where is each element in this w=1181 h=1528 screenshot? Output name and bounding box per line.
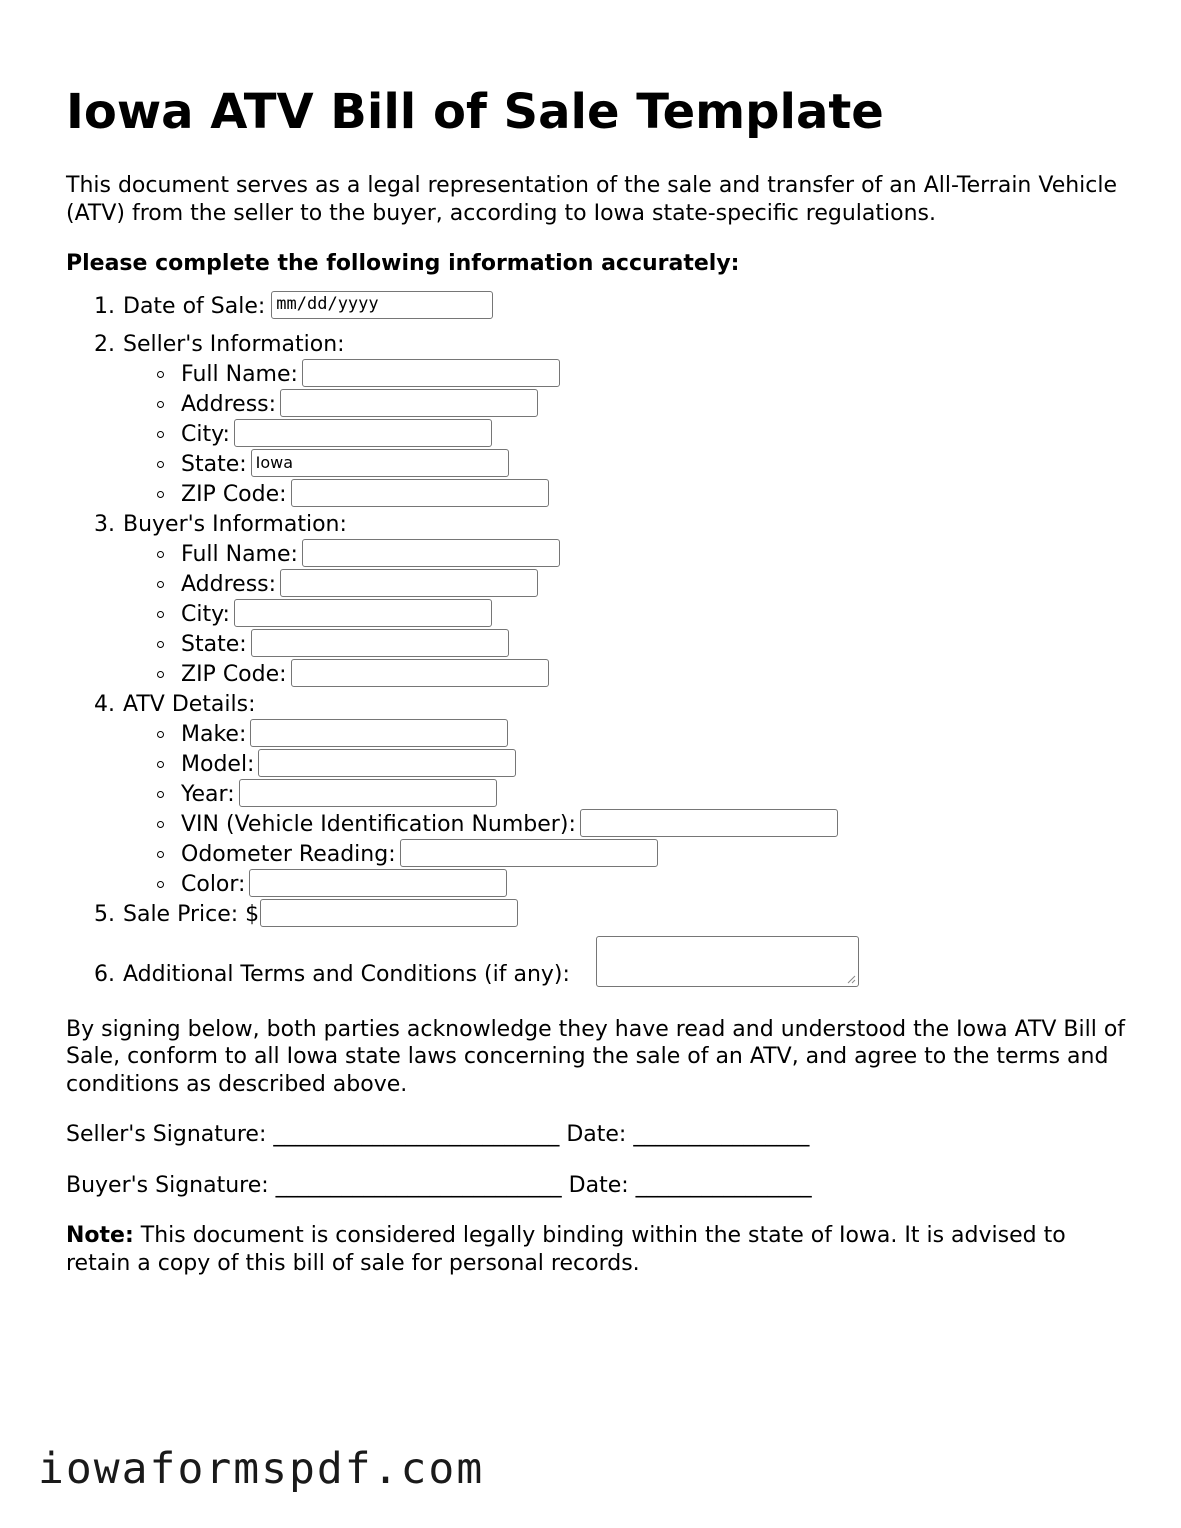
sale-price-label: Sale Price: $	[123, 901, 260, 927]
seller-zip-input[interactable]	[291, 479, 549, 507]
atv-details-item	[66, 690, 1126, 900]
additional-terms-textarea[interactable]	[596, 936, 859, 987]
buyer-info-item	[66, 510, 1126, 690]
atv-color-row	[123, 870, 1126, 900]
seller-signature-line: Seller's Signature: __________________________ Date: ________________	[66, 1122, 810, 1147]
seller-info-item	[66, 330, 1126, 510]
buyer-info-label: Buyer's Information:	[123, 511, 347, 537]
seller-state-input[interactable]: Iowa	[251, 449, 509, 477]
page-title: Iowa ATV Bill of Sale Template	[66, 84, 884, 140]
buyer-zip-input[interactable]	[291, 659, 549, 687]
seller-zip-label: ZIP Code:	[181, 481, 287, 507]
buyer-signature-line: Buyer's Signature: __________________________ Date: ________________	[66, 1172, 812, 1198]
atv-year-label: Year:	[181, 781, 235, 807]
seller-address-input[interactable]	[280, 389, 538, 417]
atv-odometer-row	[123, 840, 1126, 870]
atv-odometer-label: Odometer Reading:	[181, 841, 396, 867]
seller-state-row	[123, 450, 1126, 480]
intro-paragraph: This document serves as a legal representation of the sale and transfer of an All-Terrain Vehicle (ATV) from the seller to the buyer, according to Iowa state-specific regulations.	[66, 173, 1118, 226]
item-number: 6.	[94, 961, 115, 987]
atv-model-label: Model:	[181, 751, 255, 777]
seller-full-name-label: Full Name:	[181, 361, 298, 387]
note-label: Note:	[66, 1223, 134, 1248]
atv-color-label: Color:	[181, 871, 246, 897]
seller-city-input[interactable]	[234, 419, 492, 447]
seller-city-label: City:	[181, 421, 230, 447]
buyer-state-input[interactable]	[251, 629, 509, 657]
atv-vin-input[interactable]	[580, 809, 838, 837]
sale-price-item	[66, 900, 1126, 930]
seller-state-label: State:	[181, 451, 247, 477]
atv-details-label: ATV Details:	[123, 691, 256, 717]
atv-model-input[interactable]	[258, 749, 516, 777]
buyer-city-input[interactable]	[234, 599, 492, 627]
seller-full-name-row	[123, 360, 1126, 390]
date-of-sale-item	[66, 292, 1126, 330]
note-text: This document is considered legally binding within the state of Iowa. It is advised to retain a copy of this bill of sale for personal records.	[66, 1223, 1066, 1276]
atv-fields	[123, 720, 1126, 900]
seller-zip-row	[123, 480, 1126, 510]
buyer-full-name-row	[123, 540, 1126, 570]
atv-odometer-input[interactable]	[400, 839, 658, 867]
note-paragraph	[66, 1222, 1126, 1277]
atv-vin-label: VIN (Vehicle Identification Number):	[181, 811, 576, 837]
item-number: 2.	[94, 331, 115, 357]
additional-terms-item	[66, 930, 1126, 994]
instruction-heading: Please complete the following information accurately:	[66, 251, 740, 276]
atv-make-row	[123, 720, 1126, 750]
atv-make-label: Make:	[181, 721, 247, 747]
sale-price-input[interactable]	[260, 899, 518, 927]
atv-vin-row	[123, 810, 1126, 840]
item-number: 5.	[94, 901, 115, 927]
item-number: 1.	[94, 293, 115, 319]
buyer-address-input[interactable]	[280, 569, 538, 597]
atv-make-input[interactable]	[250, 719, 508, 747]
resize-grip-icon[interactable]	[846, 974, 856, 984]
acknowledgement-paragraph: By signing below, both parties acknowledge they have read and understood the Iowa ATV Bill of Sale, conform to all Iowa state laws concerning the sale of an ATV, and agree to the terms and conditions as described above.	[66, 1016, 1126, 1097]
date-of-sale-label: Date of Sale:	[123, 293, 266, 319]
seller-address-row	[123, 390, 1126, 420]
atv-year-input[interactable]	[239, 779, 497, 807]
item-number: 3.	[94, 511, 115, 537]
seller-fields	[123, 360, 1126, 510]
document	[66, 0, 1126, 1277]
atv-color-input[interactable]	[249, 869, 507, 897]
buyer-city-row	[123, 600, 1126, 630]
buyer-state-label: State:	[181, 631, 247, 657]
buyer-full-name-input[interactable]	[302, 539, 560, 567]
atv-year-row	[123, 780, 1126, 810]
seller-address-label: Address:	[181, 391, 277, 417]
date-of-sale-input[interactable]: mm/dd/yyyy	[271, 291, 493, 319]
seller-info-label: Seller's Information:	[123, 331, 345, 357]
atv-model-row	[123, 750, 1126, 780]
buyer-city-label: City:	[181, 601, 230, 627]
footer-watermark: iowaformspdf.com	[38, 1444, 485, 1494]
buyer-state-row	[123, 630, 1126, 660]
seller-full-name-input[interactable]	[302, 359, 560, 387]
buyer-zip-label: ZIP Code:	[181, 661, 287, 687]
seller-city-row	[123, 420, 1126, 450]
buyer-full-name-label: Full Name:	[181, 541, 298, 567]
form-list	[66, 292, 1126, 994]
buyer-zip-row	[123, 660, 1126, 690]
buyer-fields	[123, 540, 1126, 690]
buyer-address-label: Address:	[181, 571, 277, 597]
additional-terms-label: Additional Terms and Conditions (if any):	[123, 961, 570, 987]
buyer-address-row	[123, 570, 1126, 600]
item-number: 4.	[94, 691, 115, 717]
